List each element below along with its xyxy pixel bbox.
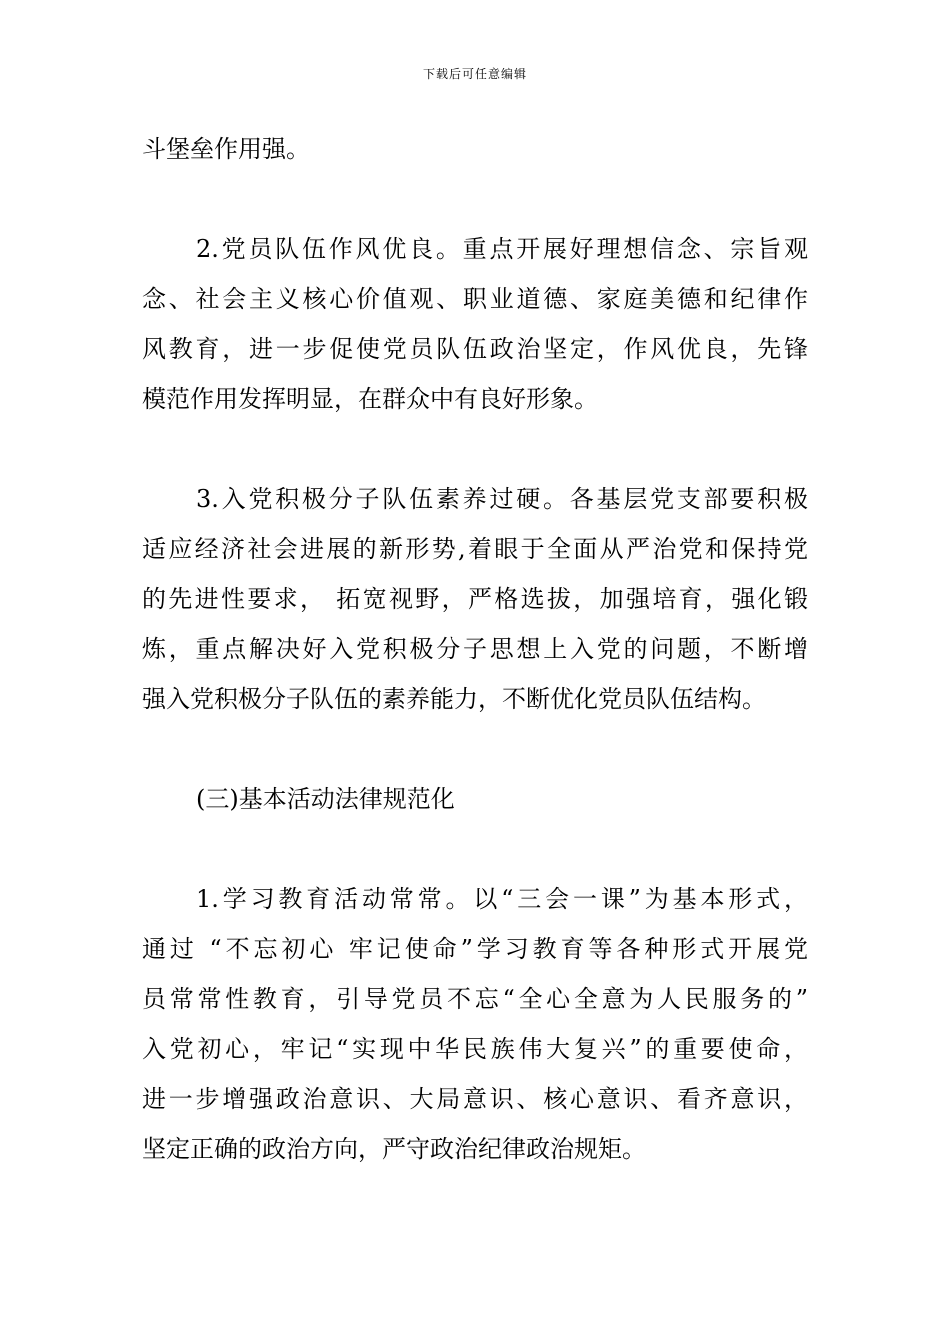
text-line: 斗堡垒作用强。 [142, 135, 310, 163]
paragraph-continuation [142, 124, 808, 174]
text-line: 进一步增强政治意识、大局意识、核心意识、看齐意识， [142, 1085, 808, 1113]
text-line: 模范作用发挥明显，在群众中有良好形象。 [142, 385, 598, 413]
text-line: 2.党员队伍作风优良。重点开展好理想信念、宗旨观 [196, 235, 808, 263]
text-line: 适应经济社会进展的新形势,着眼于全面从严治党和保持党 [142, 535, 808, 563]
text-line: 强入党积极分子队伍的素养能力，不断优化党员队伍结构。 [142, 685, 766, 713]
paragraph-activists [142, 474, 808, 724]
text-line: 炼，重点解决好入党积极分子思想上入党的问题，不断增 [142, 635, 808, 663]
heading-line: (三)基本活动法律规范化 [196, 785, 455, 813]
text-line: 通过 “不忘初心 牢记使命”学习教育等各种形式开展党 [142, 935, 808, 963]
paragraph-study-education [142, 874, 808, 1174]
text-line: 员常常性教育，引导党员不忘“全心全意为人民服务的” [142, 985, 808, 1013]
page-header: 下载后可任意编辑 [422, 67, 527, 81]
text-line: 坚定正确的政治方向，严守政治纪律政治规矩。 [142, 1135, 646, 1163]
text-line: 入党初心，牢记“实现中华民族伟大复兴”的重要使命， [142, 1035, 808, 1063]
text-line: 风教育，进一步促使党员队伍政治坚定，作风优良，先锋 [142, 335, 808, 363]
text-line: 1.学习教育活动常常。以“三会一课”为基本形式， [196, 885, 808, 913]
text-line: 念、社会主义核心价值观、职业道德、家庭美德和纪律作 [142, 285, 808, 313]
paragraph-party-style [142, 224, 808, 424]
section-heading [142, 774, 808, 824]
text-line: 的先进性要求， 拓宽视野，严格选拔，加强培育，强化锻 [142, 585, 808, 613]
text-line: 3.入党积极分子队伍素养过硬。各基层党支部要积极 [196, 485, 808, 513]
